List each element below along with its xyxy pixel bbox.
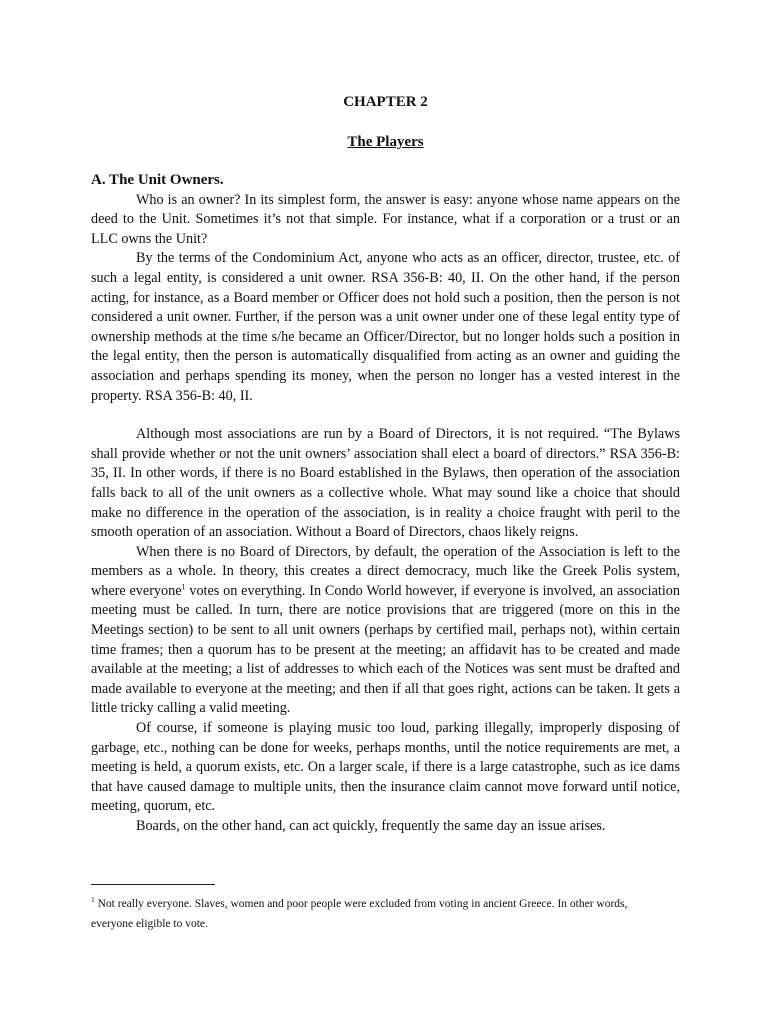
chapter-label: CHAPTER 2 bbox=[343, 94, 428, 110]
paragraph-no-board bbox=[91, 543, 680, 719]
footnote bbox=[91, 895, 651, 934]
footnote-reference[interactable]: 1 bbox=[181, 582, 186, 592]
footnote-divider bbox=[91, 884, 215, 885]
paragraph-owner-definition: Who is an owner? In its simplest form, the answer is easy: anyone whose name appears on the deed to the Unit. Sometimes it’s not that simple. For instance, what if a corporation or a trust or an LLC owns the Unit? bbox=[91, 191, 680, 247]
footnote-number: 1 bbox=[91, 895, 95, 905]
section-heading: A. The Unit Owners. bbox=[91, 172, 224, 188]
footnote-text: Not really everyone. Slaves, women and poor people were excluded from voting in ancient Greece. In other words, everyone eligible to vote. bbox=[91, 898, 628, 930]
paragraph-boards-act-quickly: Boards, on the other hand, can act quickly, frequently the same day an issue arises. bbox=[136, 818, 606, 834]
paragraph-of-course: Of course, if someone is playing music too loud, parking illegally, improperly disposing of garbage, etc., nothing can be done for weeks, perhaps months, until the notice requirements are met, a meeting is held, a quorum exists, etc. On a larger scale, if there is a large catastrophe, such as ice dams that have caused damage to multiple units, then the insurance claim cannot move forward until notice, meeting, quorum, etc. bbox=[91, 720, 680, 815]
document-page bbox=[91, 93, 680, 837]
paragraph-no-board-text-2: votes on everything. In Condo World however, if everyone is involved, an association meeting must be called. In turn, there are notice provisions that are triggered (more on this in the Meetings section) to be sent to all unit owners (perhaps by certified mail, perhaps not), within certain time frames; then a quorum has to be present at the meeting; an affidavit has to be created and made available at the meeting; a list of addresses to which each of the Notices was sent must be drafted and made available to everyone at the meeting; and then if all that goes right, actions can be taken. It gets a little tricky calling a valid meeting. bbox=[91, 582, 680, 717]
paragraph-board-not-required: Although most associations are run by a Board of Directors, it is not required. “The Bylaws shall provide whether or not the unit owners’ association shall elect a board of directors.” RSA 356-B: 35, II. In other words, if there is no Board established in the Bylaws, then operation of the association falls back to all of the unit owners as a collective whole. What may sound like a choice that should make no difference in the operation of the association, is in reality a choice fraught with peril to the smooth operation of an association. Without a Board of Directors, chaos likely reigns. bbox=[91, 426, 680, 541]
paragraph-no-board-text-1: When there is no Board of Directors, by default, the operation of the Association is left to the members as a whole. In theory, this creates a direct democracy, much like the Greek Polis system, where everyone bbox=[91, 543, 680, 599]
paragraph-condominium-act: By the terms of the Condominium Act, anyone who acts as an officer, director, trustee, etc. of such a legal entity, is considered a unit owner. RSA 356-B: 40, II. On the other hand, if the person acting, for instance, as a Board member or Officer does not hold such a position, then the person is not considered a unit owner. Further, if the person was a unit owner under one of these legal entity type of ownership methods at the time s/he became an Officer/Director, but no longer holds such a position in the legal entity, then the person is automatically disqualified from acting as an owner and guiding the association and perhaps spending its money, when the person no longer has a vested interest in the property. RSA 356-B: 40, II. bbox=[91, 250, 680, 404]
chapter-title: The Players bbox=[347, 134, 424, 150]
